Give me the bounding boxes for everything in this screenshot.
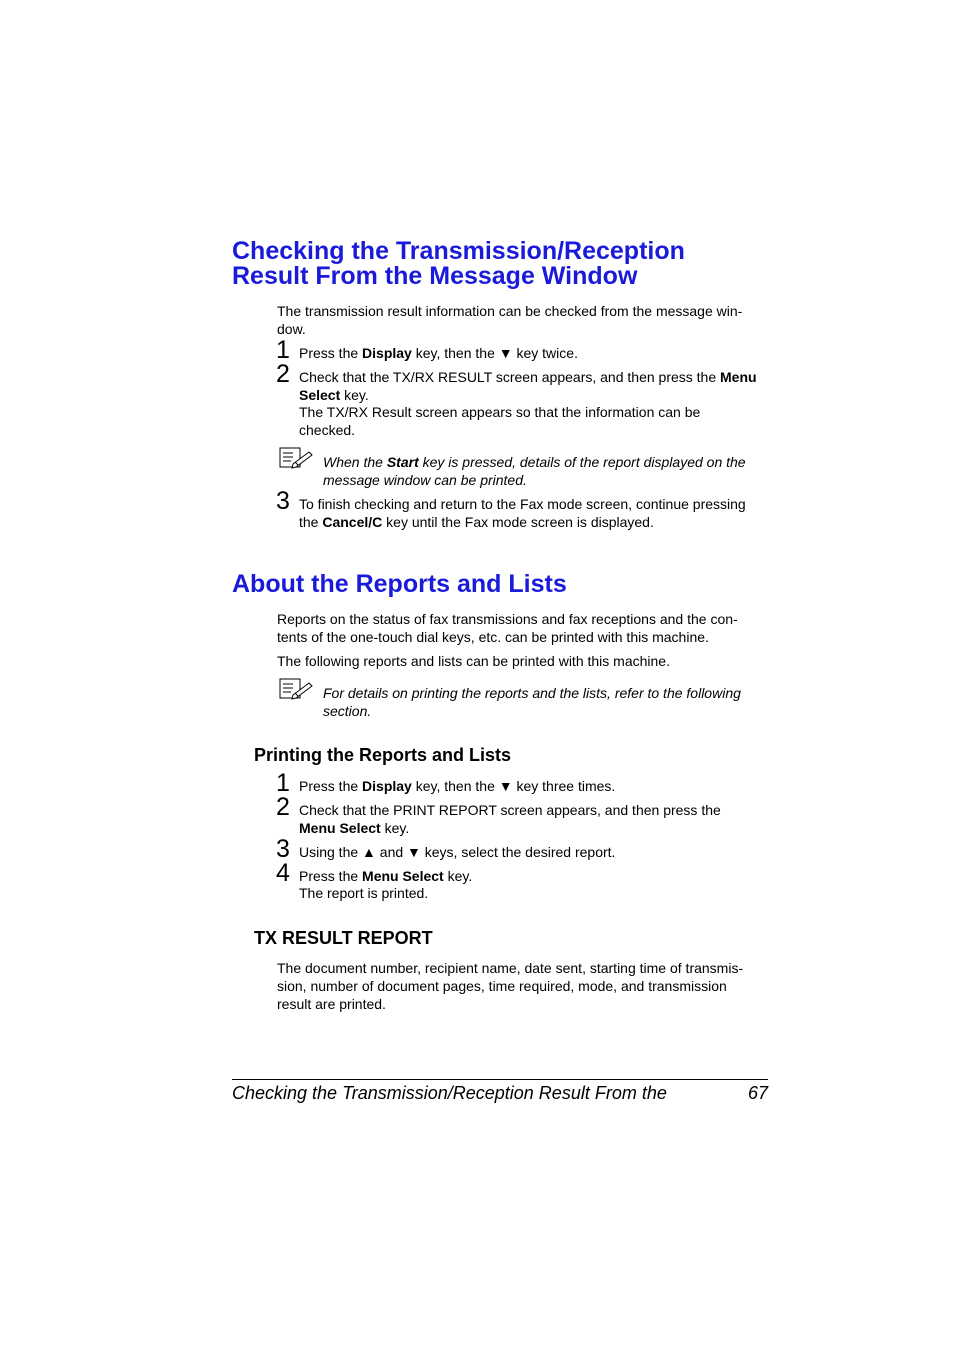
step-number: 3	[276, 835, 290, 863]
step-number: 1	[276, 769, 290, 797]
step-number: 1	[276, 336, 290, 364]
step-text: Press the Display key, then the ▼ key twice.	[299, 345, 578, 361]
step-text: Press the Menu Select key.	[299, 868, 473, 884]
step-text: Press the Display key, then the ▼ key three times.	[299, 778, 616, 794]
step-text: Check that the TX/RX RESULT screen appears, and then press the Menu Select key.	[299, 369, 757, 403]
footer-divider	[232, 1079, 768, 1080]
step-result-text: The report is printed.	[299, 885, 429, 901]
step-text: Using the ▲ and ▼ keys, select the desired report.	[299, 844, 616, 860]
footer-running-title: Checking the Transmission/Reception Result From the	[232, 1083, 667, 1103]
step-number: 3	[276, 487, 290, 515]
paragraph: The following reports and lists can be printed with this machine.	[277, 653, 670, 669]
step-result-text: The TX/RX Result screen appears so that the information can be checked.	[299, 404, 701, 438]
step-number: 2	[276, 360, 290, 388]
subsection-heading: Printing the Reports and Lists	[254, 745, 512, 765]
page-number: 67	[747, 1083, 768, 1103]
subsection-heading: TX RESULT REPORT	[254, 928, 433, 948]
note-pencil-icon	[279, 447, 313, 469]
page-title-line2: Result From the Message Window	[232, 262, 638, 290]
paragraph: The document number, recipient name, date sent, starting time of transmis-sion, number of document pages, time required, mode, and transmission result are printed.	[277, 960, 744, 1012]
intro-paragraph: The transmission result information can be checked from the message win-dow.	[277, 303, 743, 337]
section-heading: About the Reports and Lists	[232, 570, 567, 598]
note-text: When the Start key is pressed, details of the report displayed on the message window can be printed.	[323, 454, 746, 488]
step-number: 2	[276, 793, 290, 821]
note-text: For details on printing the reports and the lists, refer to the following section.	[323, 685, 741, 719]
step-number: 4	[276, 859, 290, 887]
paragraph: Reports on the status of fax transmissions and fax receptions and the con-tents of the one-touch dial keys, etc. can be printed with this machine.	[277, 611, 738, 645]
step-text: Check that the PRINT REPORT screen appears, and then press the Menu Select key.	[299, 802, 721, 836]
step-text: To finish checking and return to the Fax mode screen, continue pressing the Cancel/C key until the Fax mode screen is displayed.	[299, 496, 746, 530]
note-pencil-icon	[279, 678, 313, 700]
page-title-line1: Checking the Transmission/Reception	[232, 237, 685, 265]
